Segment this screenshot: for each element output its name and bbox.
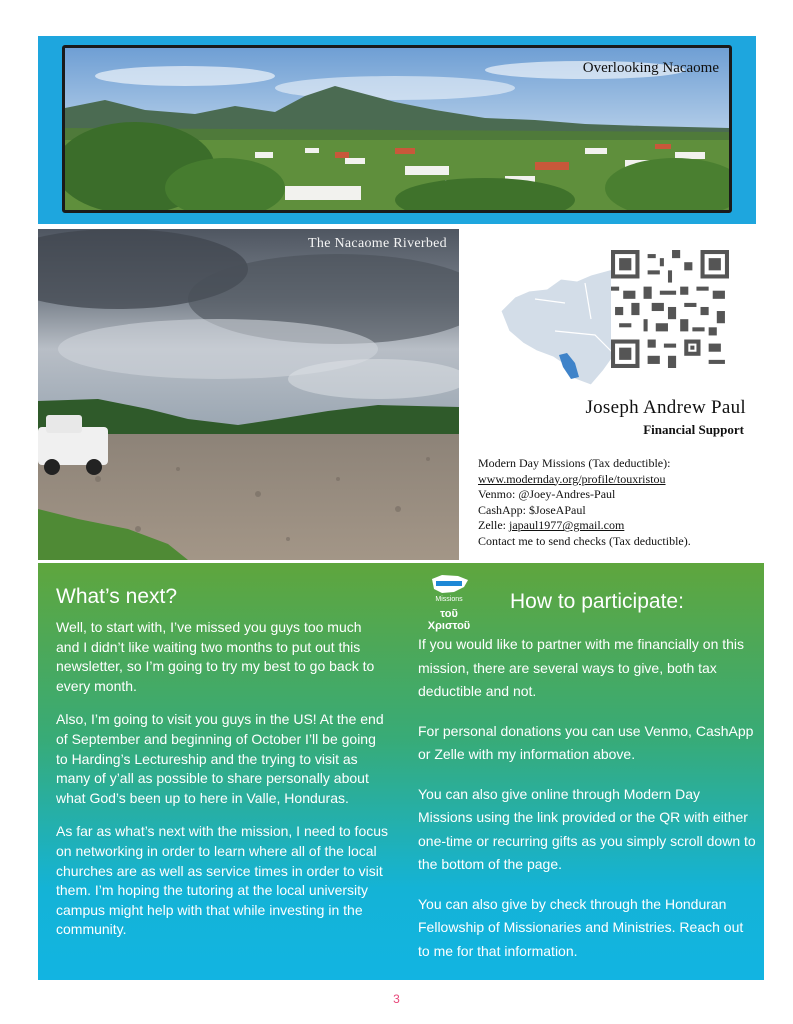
checks-line: Contact me to send checks (Tax deductible).	[478, 533, 691, 548]
whats-next-paragraph: Also, I’m going to visit you guys in the US! At the end of September and beginning of October I’ll be going to Harding’s Lectureship and the trying to visit as many of y’all as possible to share personally about what God’s been up to here in Valle, Honduras.	[56, 711, 384, 806]
qr-code-icon[interactable]	[611, 250, 729, 368]
nacaome-landscape-photo	[62, 45, 732, 213]
riverbed-photo	[38, 229, 459, 560]
modern-day-missions-line: Modern Day Missions (Tax deductible):	[478, 456, 671, 470]
newsletter-section	[38, 563, 764, 980]
venmo-line: Venmo: @Joey-Andres-Paul	[478, 487, 616, 502]
supporter-name: Joseph Andrew Paul	[585, 397, 746, 418]
financial-support-label: Financial Support	[643, 422, 744, 437]
whats-next-paragraph: Well, to start with, I’ve missed you guys too much and I didn’t like waiting two months to put out this newsletter, so I’m going to try my best to go back to every month.	[56, 619, 375, 694]
logo-missions-text: Missions	[435, 596, 463, 603]
whats-next-heading: What’s next?	[56, 585, 178, 608]
page-number: 3	[393, 992, 400, 1006]
donation-details	[478, 456, 691, 550]
how-to-participate-column	[418, 573, 758, 979]
banner-caption: Overlooking Nacaome	[582, 60, 719, 76]
participate-header	[418, 573, 758, 633]
banner-frame	[38, 36, 756, 224]
riverbed-caption: The Nacaome Riverbed	[308, 236, 447, 251]
participate-paragraph: You can also give online through Modern Day Missions using the link provided or the QR with either one-time or recurring gifts as you simply scroll down to the bottom of the page.	[418, 785, 756, 872]
cashapp-line: CashApp: $JoseAPaul	[478, 502, 586, 517]
missions-logo	[418, 573, 480, 632]
whats-next-paragraph: As far as what’s next with the mission, I need to focus on networking in order to learn where all of the local churches are as well as service times in order to visit them. I’m hoping the tutoring at the local university campus might help with that while investing in the community.	[56, 823, 389, 938]
honduras-flag-icon	[418, 573, 480, 597]
financial-support-panel	[459, 229, 756, 560]
zelle-label: Zelle:	[478, 518, 509, 533]
participate-heading: How to participate:	[510, 590, 684, 613]
zelle-email-link[interactable]: japaul1977@gmail.com	[508, 518, 625, 533]
participate-paragraph: If you would like to partner with me financially on this mission, there are several ways to give, both tax deductible and not.	[418, 636, 745, 699]
participate-paragraph: You can also give by check through the Honduran Fellowship of Missionaries and Ministries. Reach out to me for that information.	[418, 895, 744, 959]
zelle-line	[478, 518, 691, 534]
modern-day-link[interactable]: www.modernday.org/profile/touxristou	[478, 471, 666, 486]
logo-greek-text: τοῦ Χριστοῦ	[427, 608, 471, 632]
participate-paragraph: For personal donations you can use Venmo, CashApp or Zelle with my information above.	[418, 722, 754, 762]
whats-next-column	[56, 585, 388, 954]
